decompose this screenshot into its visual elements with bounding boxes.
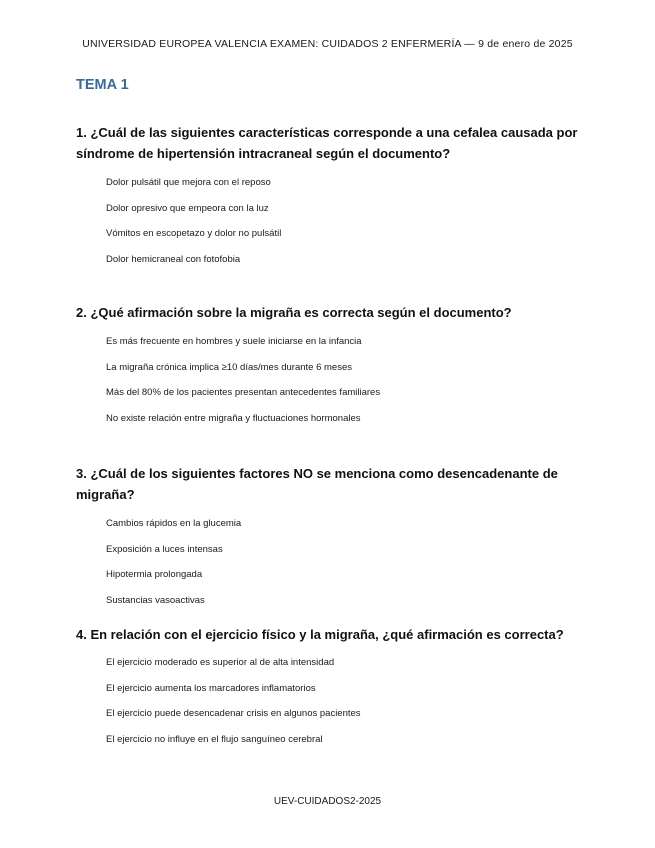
question-1-text: 1. ¿Cuál de las siguientes características corresponde a una cefalea causada por síndrome de hipertensión intracraneal según el documento? <box>76 125 578 161</box>
section-title: TEMA 1 <box>76 77 129 93</box>
question-2-option-d: No existe relación entre migraña y fluctuaciones hormonales <box>106 413 361 425</box>
question-4-option-c: El ejercicio puede desencadenar crisis en algunos pacientes <box>106 708 361 720</box>
question-3-option-a: Cambios rápidos en la glucemia <box>106 518 242 529</box>
question-1-option-c: Vómitos en escopetazo y dolor no pulsátil <box>106 228 282 240</box>
question-3 <box>76 463 596 614</box>
question-3-option-d: Sustancias vasoactivas <box>106 595 205 607</box>
question-2-option-a: Es más frecuente en hombres y suele iniciarse en la infancia <box>106 336 362 347</box>
question-2-option-b: La migraña crónica implica ≥10 días/mes durante 6 meses <box>106 361 352 373</box>
page-header: UNIVERSIDAD EUROPEA VALENCIA EXAMEN: CUIDADOS 2 ENFERMERÍA — 9 de enero de 2025 <box>82 38 573 50</box>
question-2-options <box>76 329 596 432</box>
question-4-options <box>76 650 596 753</box>
question-1-option-d: Dolor hemicraneal con fotofobia <box>106 254 241 266</box>
question-2 <box>76 302 596 432</box>
question-1-option-a: Dolor pulsátil que mejora con el reposo <box>106 177 271 188</box>
question-3-text: 3. ¿Cuál de los siguientes factores NO se menciona como desencadenante de migraña? <box>76 466 558 502</box>
question-1-options <box>76 170 596 273</box>
question-3-options <box>76 511 596 614</box>
question-4-option-d: El ejercicio no influye en el flujo sanguíneo cerebral <box>106 734 323 746</box>
question-2-option-c: Más del 80% de los pacientes presentan antecedentes familiares <box>106 387 381 399</box>
question-3-option-c: Hipotermia prolongada <box>106 569 203 581</box>
question-1 <box>76 122 596 273</box>
question-4-option-a: El ejercicio moderado es superior al de alta intensidad <box>106 657 335 668</box>
page-footer: UEV-CUIDADOS2-2025 <box>273 796 382 807</box>
question-2-text: 2. ¿Qué afirmación sobre la migraña es correcta según el documento? <box>76 305 512 320</box>
question-4-text: 4. En relación con el ejercicio físico y la migraña, ¿qué afirmación es correcta? <box>76 627 564 642</box>
question-3-option-b: Exposición a luces intensas <box>106 543 223 555</box>
question-1-option-b: Dolor opresivo que empeora con la luz <box>106 202 269 214</box>
question-4-option-b: El ejercicio aumenta los marcadores inflamatorios <box>106 682 316 694</box>
question-4 <box>76 624 596 753</box>
